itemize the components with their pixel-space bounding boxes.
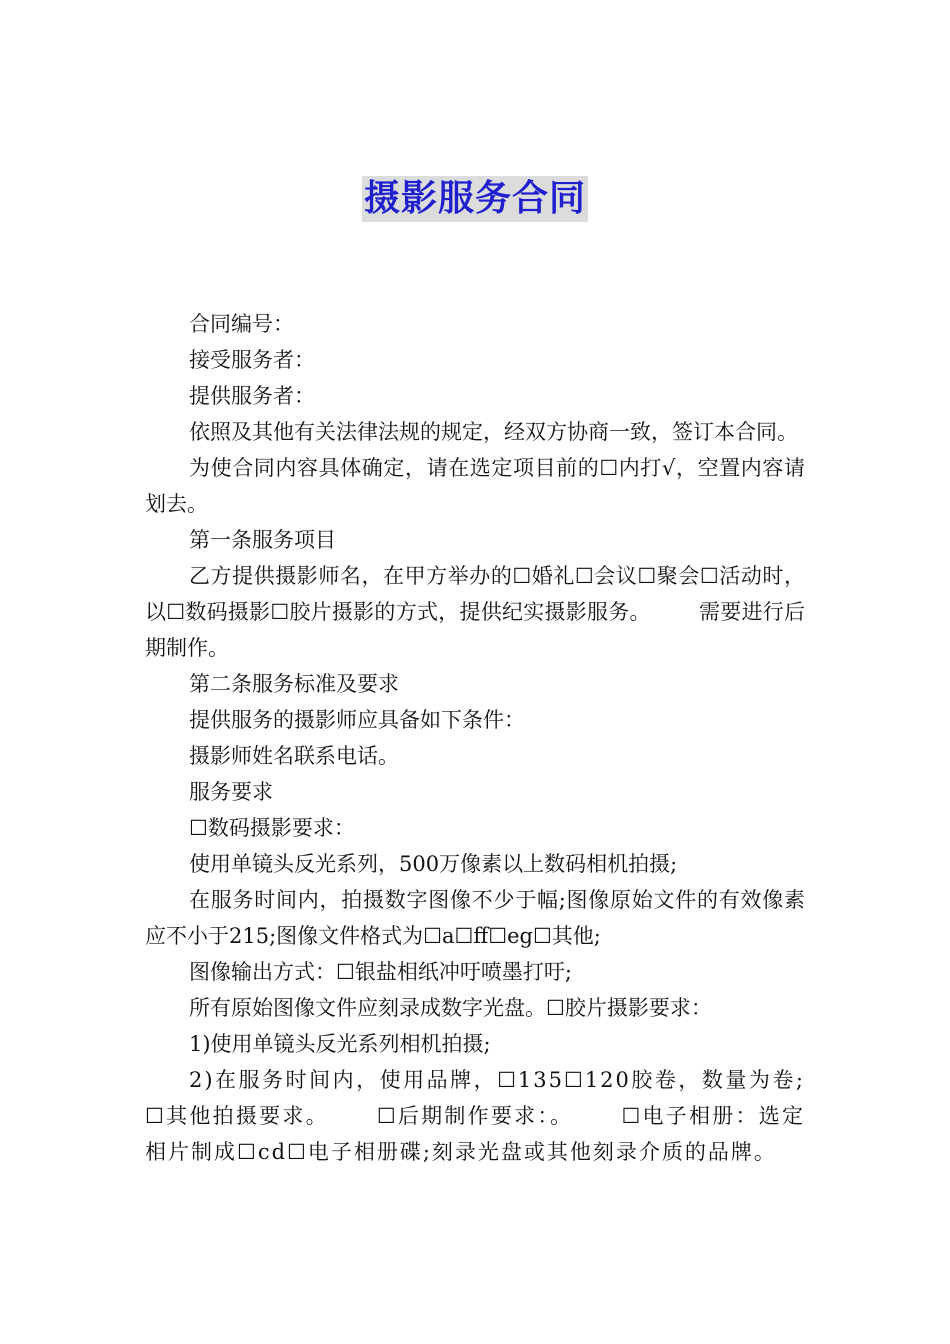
film-spec-paragraph	[145, 1062, 805, 1170]
post-production-note: 需要进行后期制作。	[145, 600, 806, 660]
preamble-paragraph: 依照及其他有关法律法规的规定，经双方协商一致，签订本合同。	[189, 420, 798, 444]
digital-requirements-heading: ☐数码摄影要求：	[189, 816, 355, 840]
photographer-conditions-line: 提供服务的摄影师应具备如下条件：	[189, 708, 525, 732]
electronic-album-text: ☐电子相册：选定相片制成☐cd☐电子相册碟;刻录光盘或其他刻录介质的品牌。	[145, 1104, 806, 1164]
image-output-line: 图像输出方式：☐银盐相纸冲吁喷墨打吁;	[189, 960, 572, 984]
service-requirements-heading: 服务要求	[189, 780, 273, 804]
title-wrap	[0, 176, 950, 222]
service-items-paragraph	[145, 558, 805, 666]
disc-and-film-line: 所有原始图像文件应刻录成数字光盘。☐胶片摄影要求：	[189, 996, 712, 1020]
post-production-requirements: ☐后期制作要求：。	[376, 1104, 574, 1128]
contract-number-line: 合同编号：	[189, 312, 294, 336]
article-1-heading: 第一条服务项目	[189, 528, 336, 552]
service-recipient-line: 接受服务者：	[189, 348, 315, 372]
service-provider-line: 提供服务者：	[189, 384, 315, 408]
digital-camera-line: 使用单镜头反光系列，500万像素以上数码相机拍摄;	[189, 852, 678, 876]
service-items-text: 乙方提供摄影师名，在甲方举办的☐婚礼☐会议☐聚会☐活动时，以☐数码摄影☐胶片摄影的方式，提供纪实摄影服务。	[145, 564, 805, 624]
film-spec-text: 2)在服务时间内，使用品牌，☐135☐120胶卷，数量为卷;☐其他拍摄要求。	[145, 1068, 805, 1128]
page-title: 摄影服务合同	[362, 176, 588, 222]
checkbox-instruction-paragraph: 为使合同内容具体确定，请在选定项目前的☐内打√，空置内容请划去。	[145, 456, 805, 516]
digital-image-spec-paragraph: 在服务时间内，拍摄数字图像不少于幅;图像原始文件的有效像素应不小于215;图像文件格式为☐a☐ff☐eg☐其他;	[145, 888, 805, 948]
article-2-heading: 第二条服务标准及要求	[189, 672, 399, 696]
photographer-contact-line: 摄影师姓名联系电话。	[189, 744, 399, 768]
film-camera-line: 1)使用单镜头反光系列相机拍摄;	[189, 1032, 491, 1056]
document-body	[145, 306, 805, 1170]
